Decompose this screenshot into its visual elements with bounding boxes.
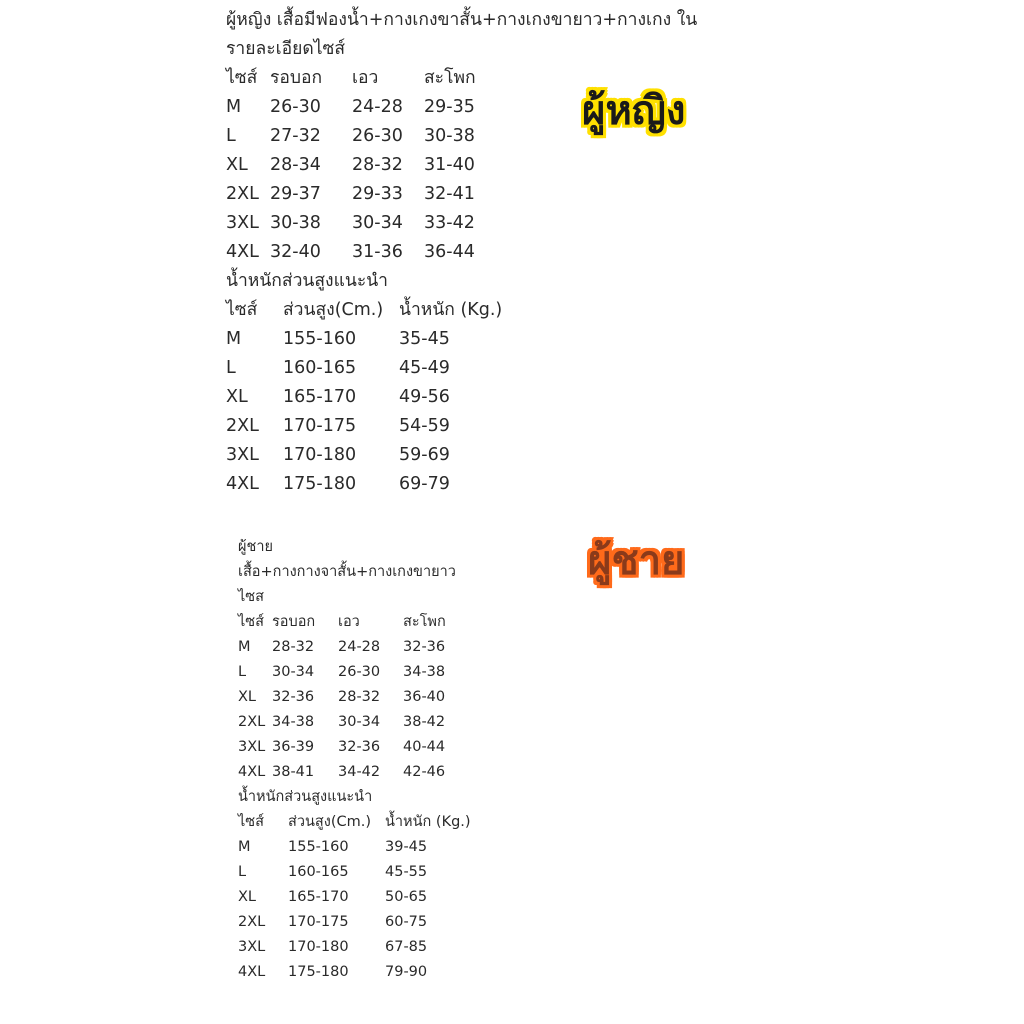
size-cell: 3XL [226,213,259,233]
weight-row [226,325,697,354]
chest-cell: 36-39 [272,739,315,755]
size-cell: 3XL [226,445,259,465]
women-badge: ผู้หญิง [582,88,686,134]
measure-row [226,151,697,180]
weight-row [226,470,697,499]
size-cell: 2XL [226,416,259,436]
chest-cell: 28-32 [272,639,315,655]
weight-cell: 35-45 [399,329,450,349]
size-cell: XL [238,689,257,705]
waist-cell: 31-36 [352,242,403,262]
waist-cell: 30-34 [338,714,381,730]
waist-cell: 26-30 [338,664,381,680]
weight-cell: 50-65 [385,889,428,905]
chest-cell: 30-34 [272,664,315,680]
size-cell: M [238,839,251,855]
chest-cell: 30-38 [270,213,321,233]
weight-cell: 60-75 [385,914,428,930]
size-cell: XL [226,387,248,407]
height-cell: 155-160 [288,839,349,855]
header-chest: รอบอก [272,614,316,630]
height-cell: 170-175 [283,416,357,436]
waist-cell: 28-32 [338,689,381,705]
hip-cell: 38-42 [403,714,446,730]
hip-cell: 34-38 [403,664,446,680]
weight-row [238,860,471,885]
measure-row [226,209,697,238]
header-weight: น้ำหนัก (Kg.) [399,300,503,320]
men-subtitle: เสื้อ+กางกางจาสั้น+กางเกงขายาว [238,564,456,580]
chest-cell: 26-30 [270,97,321,117]
header-waist: เอว [352,68,379,88]
chest-cell: 32-40 [270,242,321,262]
measure-row [238,660,471,685]
measure-row [238,760,471,785]
waist-cell: 26-30 [352,126,403,146]
measure-row [238,685,471,710]
size-cell: M [238,639,251,655]
size-cell: 4XL [226,474,259,494]
measure-row [238,635,471,660]
header-height: ส่วนสูง(Cm.) [288,814,372,830]
men-weight-header [238,810,471,835]
hip-cell: 29-35 [424,97,475,117]
size-cell: 2XL [238,914,266,930]
height-cell: 165-170 [283,387,357,407]
header-size: ไซส์ [226,68,258,88]
size-cell: M [226,97,242,117]
weight-cell: 39-45 [385,839,428,855]
weight-row [226,412,697,441]
size-cell: 4XL [226,242,259,262]
hip-cell: 31-40 [424,155,475,175]
measure-row [238,710,471,735]
weight-cell: 67-85 [385,939,428,955]
header-hip: สะโพก [403,614,446,630]
height-cell: 155-160 [283,329,357,349]
weight-row [238,835,471,860]
header-chest: รอบอก [270,68,323,88]
weight-cell: 54-59 [399,416,450,436]
men-weight-label: น้ำหนักส่วนสูงแนะนำ [238,789,373,805]
size-cell: 4XL [238,764,266,780]
size-cell: XL [238,889,257,905]
height-cell: 165-170 [288,889,349,905]
height-cell: 170-180 [288,939,349,955]
header-size: ไซส์ [238,814,264,830]
women-details-label: รายละเอียดไซส์ [226,39,346,59]
header-size: ไซส์ [238,614,264,630]
header-hip: สะโพก [424,68,476,88]
weight-row [238,910,471,935]
size-cell: 2XL [238,714,266,730]
weight-row [238,885,471,910]
size-cell: L [238,864,247,880]
hip-cell: 32-36 [403,639,446,655]
men-size-chart [238,535,471,985]
weight-row [226,383,697,412]
hip-cell: 32-41 [424,184,475,204]
chest-cell: 34-38 [272,714,315,730]
size-cell: L [226,358,236,378]
chest-cell: 27-32 [270,126,321,146]
hip-cell: 40-44 [403,739,446,755]
header-size: ไซส์ [226,300,258,320]
size-cell: 3XL [238,739,266,755]
waist-cell: 34-42 [338,764,381,780]
weight-row [238,935,471,960]
weight-cell: 59-69 [399,445,450,465]
height-cell: 170-180 [283,445,357,465]
men-size-label: ไซส [238,589,264,605]
women-weight-header [226,296,697,325]
waist-cell: 30-34 [352,213,403,233]
chest-cell: 38-41 [272,764,315,780]
chest-cell: 29-37 [270,184,321,204]
weight-cell: 45-55 [385,864,428,880]
hip-cell: 36-44 [424,242,475,262]
weight-row [226,354,697,383]
header-height: ส่วนสูง(Cm.) [283,300,384,320]
weight-cell: 45-49 [399,358,450,378]
chest-cell: 32-36 [272,689,315,705]
height-cell: 160-165 [288,864,349,880]
hip-cell: 30-38 [424,126,475,146]
measure-row [226,180,697,209]
hip-cell: 33-42 [424,213,475,233]
size-cell: 2XL [226,184,259,204]
header-waist: เอว [338,614,360,630]
size-cell: XL [226,155,248,175]
men-title: ผู้ชาย [238,539,273,555]
weight-cell: 69-79 [399,474,450,494]
header-weight: น้ำหนัก (Kg.) [385,814,471,830]
weight-row [238,960,471,985]
height-cell: 170-175 [288,914,349,930]
waist-cell: 24-28 [338,639,381,655]
women-title: ผู้หญิง เสื้อมีฟองน้ำ+กางเกงขาสั้น+กางเกงขายาว+กางเกง ใน [226,10,698,30]
women-weight-label: น้ำหนักส่วนสูงแนะนำ [226,271,389,291]
size-cell: M [226,329,242,349]
chest-cell: 28-34 [270,155,321,175]
height-cell: 175-180 [288,964,349,980]
waist-cell: 28-32 [352,155,403,175]
men-badge: ผู้ชาย [588,538,685,584]
height-cell: 160-165 [283,358,357,378]
weight-cell: 79-90 [385,964,428,980]
size-cell: 3XL [238,939,266,955]
waist-cell: 32-36 [338,739,381,755]
hip-cell: 36-40 [403,689,446,705]
size-cell: L [238,664,247,680]
weight-cell: 49-56 [399,387,450,407]
size-cell: L [226,126,236,146]
weight-row [226,441,697,470]
height-cell: 175-180 [283,474,357,494]
waist-cell: 29-33 [352,184,403,204]
men-measure-header [238,610,471,635]
waist-cell: 24-28 [352,97,403,117]
measure-row [238,735,471,760]
measure-row [226,238,697,267]
hip-cell: 42-46 [403,764,446,780]
size-cell: 4XL [238,964,266,980]
